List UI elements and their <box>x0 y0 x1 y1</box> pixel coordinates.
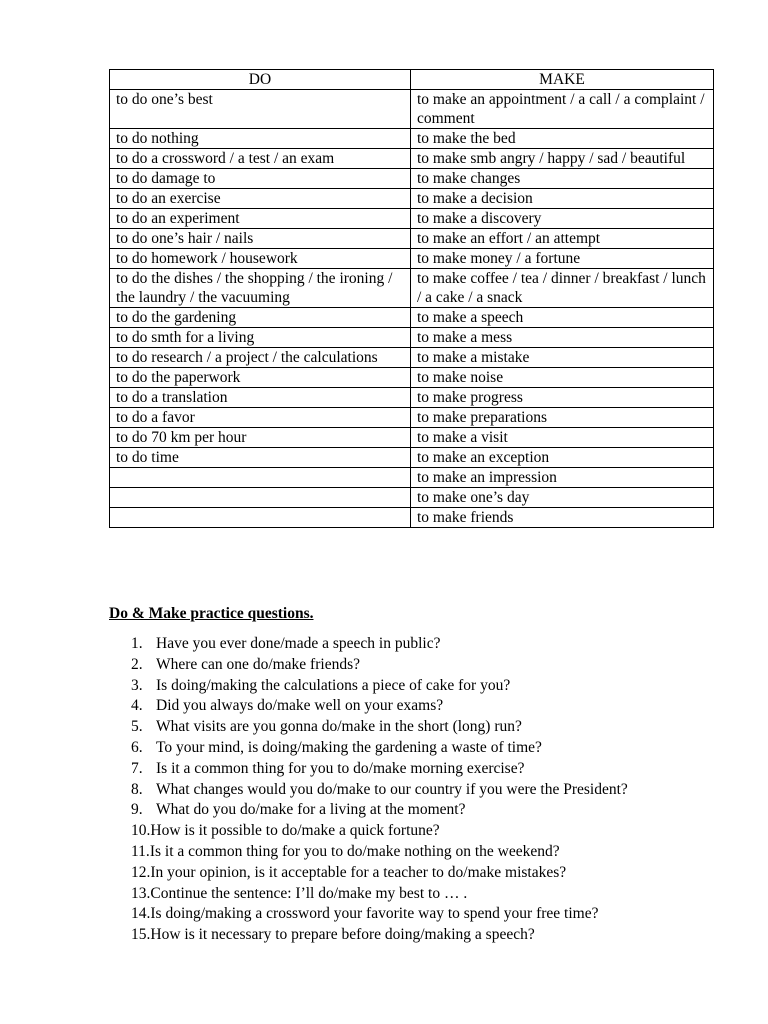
question-number: 14. <box>131 905 151 923</box>
table-row <box>110 508 714 528</box>
question-text: What visits are you gonna do/make in the short (long) run? <box>156 718 522 736</box>
do-cell: to do one’s hair / nails <box>110 229 411 249</box>
make-cell: to make friends <box>411 508 714 528</box>
question-item <box>131 821 731 842</box>
question-number: 1. <box>131 635 143 652</box>
table-row <box>110 209 714 229</box>
do-cell: to do a favor <box>110 408 411 428</box>
question-number: 15. <box>131 926 151 944</box>
question-item <box>131 634 731 655</box>
make-cell: to make the bed <box>411 129 714 149</box>
question-text: Did you always do/make well on your exams? <box>156 697 444 715</box>
table-row <box>110 448 714 468</box>
question-number: 6. <box>131 738 143 756</box>
do-cell: to do one’s best <box>110 90 411 129</box>
question-text: Have you ever done/made a speech in public? <box>156 635 441 652</box>
do-cell <box>110 508 411 528</box>
question-item <box>131 884 731 905</box>
table-row <box>110 488 714 508</box>
table-row <box>110 249 714 269</box>
make-cell: to make a speech <box>411 308 714 328</box>
question-item <box>131 696 731 717</box>
make-cell: to make a visit <box>411 428 714 448</box>
question-number: 7. <box>131 759 143 777</box>
question-item <box>131 842 731 863</box>
make-cell: to make an impression <box>411 468 714 488</box>
table-row <box>110 269 714 308</box>
question-number: 2. <box>131 655 143 673</box>
do-cell: to do nothing <box>110 129 411 149</box>
make-cell: to make progress <box>411 388 714 408</box>
do-make-table <box>109 69 714 528</box>
make-cell: to make changes <box>411 169 714 189</box>
table-row <box>110 229 714 249</box>
question-number: 8. <box>131 780 143 798</box>
question-item <box>131 738 731 759</box>
make-cell: to make a mistake <box>411 348 714 368</box>
question-number: 4. <box>131 697 143 715</box>
make-cell: to make a decision <box>411 189 714 209</box>
do-cell: to do a crossword / a test / an exam <box>110 149 411 169</box>
do-cell <box>110 468 411 488</box>
question-number: 10. <box>131 822 151 840</box>
table-row <box>110 149 714 169</box>
make-cell: to make an effort / an attempt <box>411 229 714 249</box>
question-item <box>131 800 731 821</box>
question-item <box>131 676 731 697</box>
do-cell: to do smth for a living <box>110 328 411 348</box>
question-text: How is it necessary to prepare before doing/making a speech? <box>150 926 535 944</box>
make-cell: to make a discovery <box>411 209 714 229</box>
table-row <box>110 129 714 149</box>
question-text: What do you do/make for a living at the moment? <box>156 801 466 819</box>
question-text: Is it a common thing for you to do/make nothing on the weekend? <box>149 842 560 860</box>
question-item <box>131 780 731 801</box>
table-header-row <box>110 70 714 90</box>
make-cell: to make coffee / tea / dinner / breakfast / lunch / a cake / a snack <box>411 269 714 308</box>
practice-title: Do & Make practice questions. <box>109 605 314 622</box>
question-number: 5. <box>131 718 143 736</box>
table-row <box>110 468 714 488</box>
do-column-header: DO <box>110 70 411 90</box>
do-cell: to do time <box>110 448 411 468</box>
question-number: 11. <box>131 842 150 860</box>
question-text: What changes would you do/make to our country if you were the President? <box>156 780 628 798</box>
question-number: 12. <box>131 863 151 881</box>
make-cell: to make noise <box>411 368 714 388</box>
question-item <box>131 655 731 676</box>
question-number: 3. <box>131 676 143 694</box>
make-cell: to make money / a fortune <box>411 249 714 269</box>
question-text: How is it possible to do/make a quick fortune? <box>150 822 440 840</box>
table-row <box>110 408 714 428</box>
make-cell: to make an appointment / a call / a complaint / comment <box>411 90 714 129</box>
question-text: To your mind, is doing/making the gardening a waste of time? <box>156 738 542 756</box>
table-row <box>110 308 714 328</box>
question-item <box>131 904 731 925</box>
question-text: Is doing/making a crossword your favorite way to spend your free time? <box>150 905 599 923</box>
do-cell: to do a translation <box>110 388 411 408</box>
question-item <box>131 759 731 780</box>
question-text: Continue the sentence: I’ll do/make my best to … . <box>150 884 468 902</box>
table-row <box>110 189 714 209</box>
question-item <box>131 925 731 946</box>
question-item <box>131 863 731 884</box>
question-text: Is doing/making the calculations a piece of cake for you? <box>156 676 511 694</box>
do-cell: to do research / a project / the calculations <box>110 348 411 368</box>
do-cell: to do damage to <box>110 169 411 189</box>
make-cell: to make preparations <box>411 408 714 428</box>
do-cell: to do an exercise <box>110 189 411 209</box>
table-row <box>110 428 714 448</box>
do-cell: to do 70 km per hour <box>110 428 411 448</box>
make-cell: to make one’s day <box>411 488 714 508</box>
table-row <box>110 348 714 368</box>
question-number: 9. <box>131 801 143 819</box>
make-cell: to make smb angry / happy / sad / beautiful <box>411 149 714 169</box>
question-text: Is it a common thing for you to do/make morning exercise? <box>156 759 525 777</box>
make-column-header: MAKE <box>411 70 714 90</box>
do-cell: to do homework / housework <box>110 249 411 269</box>
table-row <box>110 90 714 129</box>
make-cell: to make a mess <box>411 328 714 348</box>
do-cell <box>110 488 411 508</box>
table-row <box>110 368 714 388</box>
table-row <box>110 169 714 189</box>
table-row <box>110 328 714 348</box>
question-text: In your opinion, is it acceptable for a teacher to do/make mistakes? <box>150 863 567 881</box>
make-cell: to make an exception <box>411 448 714 468</box>
table-body <box>110 90 714 528</box>
table-row <box>110 388 714 408</box>
do-cell: to do the paperwork <box>110 368 411 388</box>
do-cell: to do the gardening <box>110 308 411 328</box>
do-cell: to do the dishes / the shopping / the ironing / the laundry / the vacuuming <box>110 269 411 308</box>
question-number: 13. <box>131 884 151 902</box>
practice-questions-list <box>131 634 731 946</box>
do-cell: to do an experiment <box>110 209 411 229</box>
question-item <box>131 717 731 738</box>
question-text: Where can one do/make friends? <box>156 655 360 673</box>
